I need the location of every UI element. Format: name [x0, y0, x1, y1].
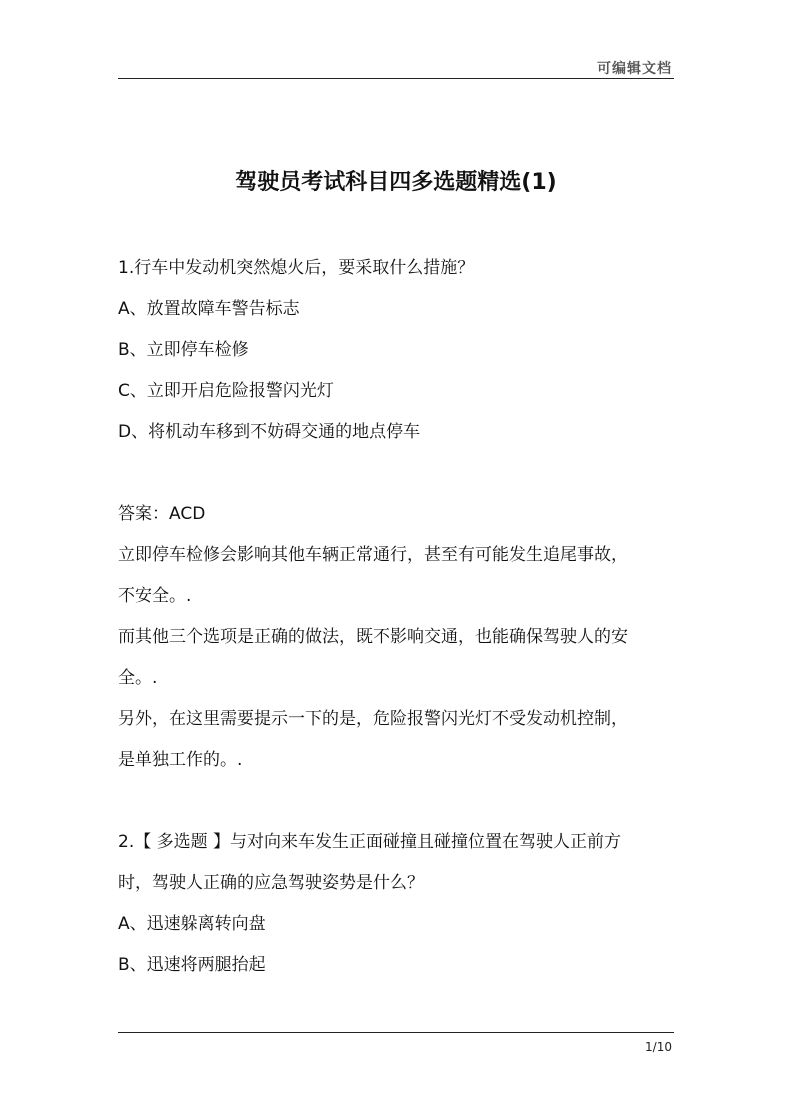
- question-1-option-a: A、放置故障车警告标志: [118, 299, 300, 319]
- question-2-text-continued: 时，驾驶人正确的应急驾驶姿势是什么？: [118, 873, 424, 893]
- question-1-option-d: D、将机动车移到不妨碍交通的地点停车: [118, 422, 421, 442]
- header-label: 可编辑文档: [597, 61, 672, 77]
- explanation-line: 另外，在这里需要提示一下的是，危险报警闪光灯不受发动机控制，: [118, 709, 628, 729]
- question-1-option-b: B、立即停车检修: [118, 340, 249, 360]
- document-title: 驾驶员考试科目四多选题精选(1): [235, 170, 557, 195]
- question-2-text: 2.【 多选题 】与对向来车发生正面碰撞且碰撞位置在驾驶人正前方: [118, 832, 622, 852]
- spacer: [118, 453, 678, 494]
- question-1-option-c: C、立即开启危险报警闪光灯: [118, 381, 334, 401]
- explanation-line: 是单独工作的。.: [118, 750, 243, 770]
- question-1-answer: 答案：ACD: [118, 504, 206, 524]
- page-number: 1/10: [645, 1040, 672, 1054]
- explanation-line: 而其他三个选项是正确的做法，既不影响交通，也能确保驾驶人的安: [118, 627, 628, 647]
- document-body: [118, 248, 678, 986]
- spacer: [118, 781, 678, 822]
- question-1-text: 1.行车中发动机突然熄火后，要采取什么措施？: [118, 258, 475, 278]
- explanation-line: 全。.: [118, 668, 158, 688]
- explanation-line: 不安全。.: [118, 586, 192, 606]
- question-2-option-a: A、迅速躲离转向盘: [118, 914, 266, 934]
- explanation-line: 立即停车检修会影响其他车辆正常通行，甚至有可能发生追尾事故，: [118, 545, 628, 565]
- header-rule: [118, 78, 674, 79]
- footer-rule: [118, 1032, 674, 1033]
- question-2-option-b: B、迅速将两腿抬起: [118, 955, 266, 975]
